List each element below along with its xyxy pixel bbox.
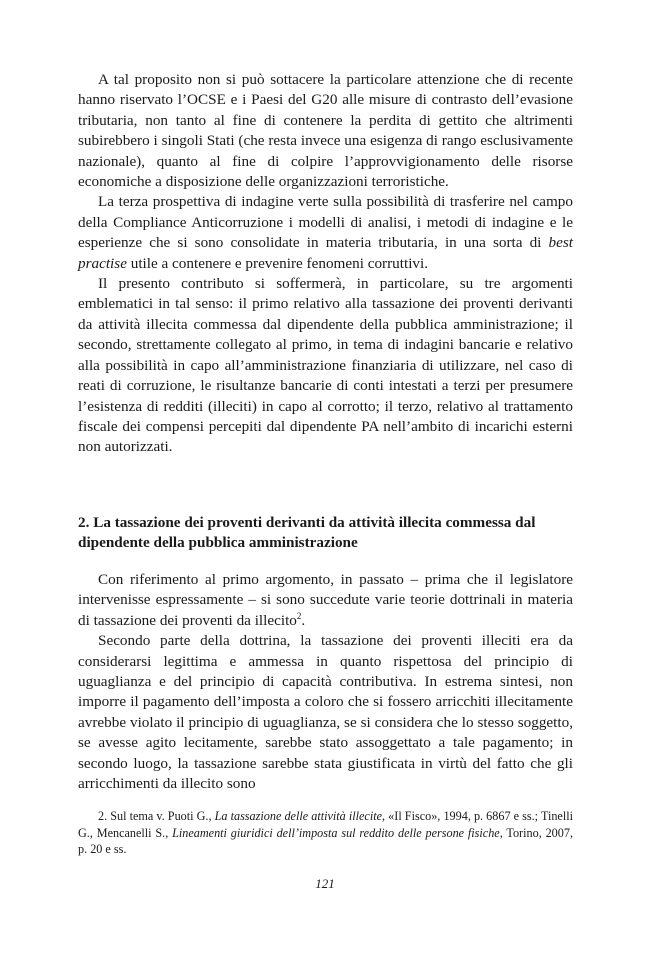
section-text	[78, 570, 573, 794]
text-run: La terza prospettiva di indagine verte sulla possibilità di trasferire nel campo della Compliance Anticorruzione i modelli di analisi, i metodi di indagine e le esperienze che si sono consolidate in materia tributaria, in una sorta di	[78, 193, 573, 252]
text-run: 2. Sul tema v. Puoti G.,	[98, 809, 215, 823]
text-run: utile a contenere e prevenire fenomeni corruttivi.	[126, 254, 429, 272]
paragraph: A tal proposito non si può sottacere la particolare attenzione che di recente hanno riservato l’OCSE e i Paesi del G20 alle misure di contrasto dell’evasione tributaria, non tanto al fine di contenere la perdita di gettito che altrimenti subirebbero i singoli Stati (che resta invece una esigenza di rango esclusivamente nazionale), quanto al fine di colpire l’approvvigionamento delle risorse economiche a disposizione delle organizzazioni terroristiche.	[78, 71, 573, 191]
footnote-text	[78, 808, 573, 858]
paragraph	[78, 570, 573, 631]
text-run: .	[301, 611, 306, 629]
page-number: 121	[315, 876, 335, 891]
text-run: , Torino, 2007, p. 20 e ss.	[78, 825, 573, 857]
paragraph: Il presento contributo si soffermerà, in particolare, su tre argomenti emblematici in tal senso: il primo relativo alla tassazione dei proventi derivanti da attività illecita commessa dal dipendente della pubblica amministrazione; il secondo, strettamente collegato al primo, in tema di indagini bancarie e relativo alla possibilità in capo all’amministrazione finanziaria di utilizzare, nel caso di reati di corruzione, le risultanze bancarie di conti intestati a terzi per presumere l’esistenza di redditi (illeciti) in capo al corrotto; il terzo, relativo al trattamento fiscale dei compensi percepiti dal dipendente PA nell’ambito di incarichi esterni non autorizzati.	[78, 275, 573, 456]
paragraph: Secondo parte della dottrina, la tassazione dei proventi illeciti era da considerarsi legittima e ammessa in quanto rispettosa del principio di uguaglianza e del principio di capacità contributiva. In estrema sintesi, non imporre il pagamento dell’imposta a coloro che si fossero arricchiti illecitamente avrebbe violato il principio di uguaglianza, se si considera che lo stesso soggetto, se avesse agito lecitamente, sarebbe stato assoggettato a tale pagamento; in secondo luogo, la tassazione sarebbe stata giustificata in virtù del fatto che gli arricchimenti da illecito sono	[78, 632, 573, 793]
footnote	[78, 808, 573, 858]
italic-title: Lineamenti giuridici dell’imposta sul reddito delle persone fisiche	[172, 825, 500, 840]
text-run: , «Il Fisco», 1994, p. 6867 e ss.; Tinelli G., Mencanelli S.,	[78, 809, 574, 840]
text-run: Con riferimento al primo argomento, in passato – prima che il legislatore intervenisse espressamente – si sono succedute varie teorie dottrinali in materia di tassazione dei proventi da illecito	[78, 571, 573, 629]
section-heading: 2. La tassazione dei proventi derivanti da attività illecita commessa dal dipendente della pubblica amministrazione	[78, 514, 536, 552]
paragraph	[78, 192, 573, 274]
intro-text	[78, 70, 573, 458]
footnote-marker[interactable]: 2	[296, 610, 302, 621]
italic-term: best practise	[78, 234, 573, 272]
italic-title: La tassazione delle attività illecite	[214, 809, 383, 823]
